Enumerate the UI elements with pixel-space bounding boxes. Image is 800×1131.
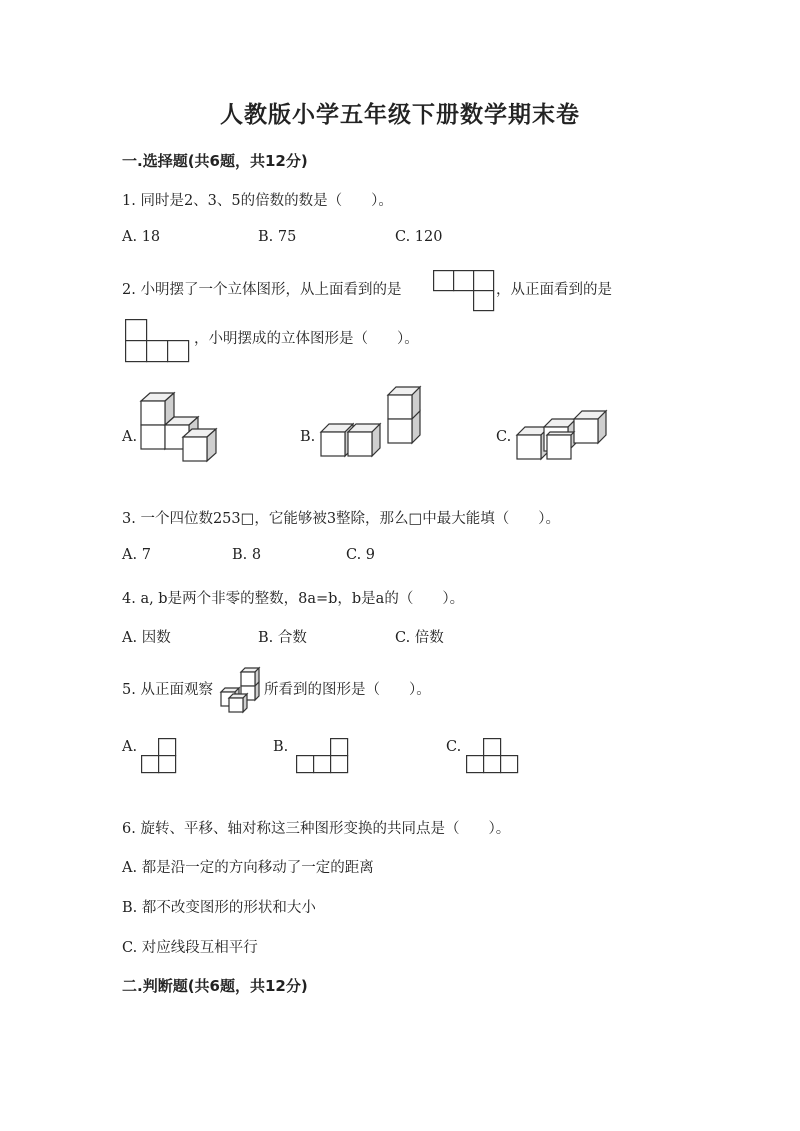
question-1-option-c: C. 120 [395,229,443,245]
question-2-text-part2: ，从正面看到的是 [496,282,612,298]
question-2-option-b-cubes [318,386,422,466]
question-5-option-b-figure [296,738,349,774]
question-6-option-a: A. 都是沿一定的方向移动了一定的距离 [122,860,374,876]
question-3-option-a: A. 7 [122,547,151,563]
question-5-text-part2: 所看到的图形是（ ）。 [264,682,431,698]
question-2-text-part3: ，小明摆成的立体图形是（ ）。 [194,331,419,347]
question-5-option-c: C. [446,739,462,755]
question-3-text: 3. 一个四位数253□，它能够被3整除，那么□中最大能填（ ）。 [122,511,560,527]
question-6-text: 6. 旋转、平移、轴对称这三种图形变换的共同点是（ ）。 [122,821,511,837]
question-6-option-c: C. 对应线段互相平行 [122,940,258,956]
question-4-text: 4. a, b是两个非零的整数，8a=b，b是a的（ ）。 [122,591,465,607]
question-5-option-c-figure [466,738,519,774]
question-4-option-b: B. 合数 [258,630,307,646]
question-3-option-b: B. 8 [232,547,262,563]
question-2-option-a-cubes [138,392,228,464]
question-2-top-view-figure [433,270,495,312]
question-4-option-a: A. 因数 [122,630,171,646]
question-5-option-a: A. [122,739,138,755]
question-2-option-b: B. [300,429,316,445]
question-1-option-a: A. 18 [122,229,161,245]
question-1-text: 1. 同时是2、3、5的倍数的数是（ ）。 [122,193,393,209]
question-5-text-part1: 5. 从正面观察 [122,682,213,698]
question-5-cube-figure [219,667,263,715]
question-4-option-c: C. 倍数 [395,630,444,646]
question-2-option-c-cubes [514,410,618,466]
question-2-option-c: C. [496,429,512,445]
question-1-option-b: B. 75 [258,229,297,245]
question-2-option-a: A. [122,429,138,445]
question-2-front-view-figure [125,319,189,362]
section-heading-choice: 一.选择题(共6题，共12分) [122,152,308,170]
question-5-option-a-figure [141,738,177,774]
question-3-option-c: C. 9 [346,547,376,563]
page-title: 人教版小学五年级下册数学期末卷 [220,101,580,128]
question-6-option-b: B. 都不改变图形的形状和大小 [122,900,316,916]
question-2-text-part1: 2. 小明摆了一个立体图形，从上面看到的是 [122,282,402,298]
question-5-option-b: B. [273,739,289,755]
section-heading-judgement: 二.判断题(共6题，共12分) [122,977,308,995]
